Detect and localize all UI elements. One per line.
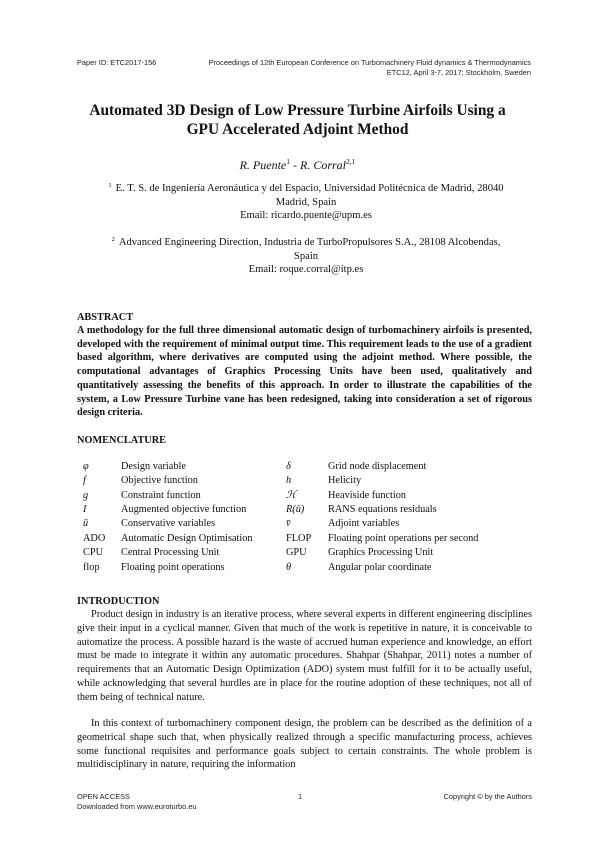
nomenclature-description: Objective function: [121, 475, 198, 486]
introduction-paragraph-1: [77, 608, 532, 704]
download-source[interactable]: Downloaded from www.euroturbo.eu: [77, 801, 197, 811]
nomenclature-row: [0, 546, 595, 560]
nomenclature-description: Helicity: [328, 475, 362, 486]
nomenclature-symbol: CPU: [83, 547, 104, 558]
open-access-label: OPEN ACCESS: [77, 792, 130, 801]
affiliation-2-email[interactable]: Email: roque.corral@itp.es: [248, 264, 364, 275]
paragraph-text: In this context of turbomachinery component design, the problem can be described as the definition of a geometrical shape such that, when physically realized through a specific manufacturing process, achieves some functional requisites and performance goals subject to certain constraints. The whole problem is multidisciplinary in nature, requiring the information: [77, 718, 532, 771]
nomenclature-description: Central Processing Unit: [121, 547, 220, 558]
affiliation-2: [78, 236, 534, 277]
nomenclature-description: Conservative variables: [121, 518, 216, 529]
affiliation-1: [78, 182, 534, 223]
nomenclature-row: [0, 532, 595, 546]
nomenclature-description: Constraint function: [121, 490, 201, 501]
nomenclature-symbol: v̄: [286, 518, 291, 529]
paper-id: Paper ID: ETC2017-156: [77, 58, 157, 67]
paragraph-text: Product design in industry is an iterative process, where several experts in different engineering disciplines give their input in a cyclical manner. Given that much of the work is repetitive in nature, it is conceivable to automatize the process. A possible hazard is the waste of accrued human experience and knowledge, an effort must be made to integrate it within any automatic procedures. Shahpar (Shahpar, 2011) notes a number of requirements that an Automatic Design Optimization (ADO) system must fulfill for it to be actually useful, while acknowledging that several hurdles are in place for the routine adoption of these techniques, not all of them being of technical nature.: [77, 609, 532, 703]
proceedings-line-1: Proceedings of 12th European Conference on Turbomachinery Fluid dynamics & Thermodynamics: [208, 58, 531, 67]
title-line-2: GPU Accelerated Adjoint Method: [186, 121, 409, 138]
nomenclature-symbol: ū: [83, 518, 89, 529]
copyright-notice: Copyright © by the Authors: [443, 792, 532, 801]
paper-title: [70, 101, 525, 139]
nomenclature-description: Design variable: [121, 461, 186, 472]
author-list: [0, 158, 595, 173]
nomenclature-description: RANS equations residuals: [328, 504, 437, 515]
author-1: R. Puente: [239, 158, 287, 172]
nomenclature-symbol: flop: [83, 562, 100, 573]
affiliation-2-line-2: Spain: [293, 250, 319, 262]
nomenclature-symbol: FLOP: [286, 533, 312, 544]
nomenclature-symbol: f: [83, 475, 86, 486]
nomenclature-description: Floating point operations: [121, 562, 225, 573]
author-separator: -: [290, 158, 300, 172]
abstract-heading: ABSTRACT: [77, 312, 134, 323]
footer-left: [77, 792, 197, 811]
nomenclature-symbol: ℋ: [286, 490, 297, 501]
nomenclature-description: Augmented objective function: [121, 504, 247, 515]
nomenclature-row: [0, 460, 595, 474]
nomenclature-symbol: h: [286, 475, 292, 486]
affiliation-1-line-1: E. T. S. de Ingeniería Aeronáutica y del Espacio, Universidad Politécnica de Madrid, 28040: [115, 183, 504, 194]
title-line-1: Automated 3D Design of Low Pressure Turbine Airfoils Using a: [89, 102, 506, 119]
proceedings-line-2: ETC12, April 3-7, 2017; Stockholm, Sweden: [386, 68, 531, 77]
affiliation-1-num: 1: [108, 182, 112, 189]
nomenclature-symbol: GPU: [286, 547, 307, 558]
nomenclature-row: [0, 474, 595, 488]
author-2-affil: 2,1: [346, 157, 356, 166]
author-1-affil: 1: [286, 157, 290, 166]
nomenclature-description: Adjoint variables: [328, 518, 400, 529]
nomenclature-symbol: R(ū): [286, 504, 305, 515]
nomenclature-description: Angular polar coordinate: [328, 562, 432, 573]
nomenclature-symbol: ADO: [83, 533, 106, 544]
affiliation-2-num: 2: [111, 236, 115, 243]
nomenclature-row: [0, 517, 595, 531]
nomenclature-description: Heaviside function: [328, 490, 407, 501]
abstract-text: A methodology for the full three dimensional automatic design of turbomachinery airfoils is presented, developed with the requirement of minimal output time. This requirement leads to the use of a gradient based algorithm, where derivatives are computed using the adjoint method. Where possible, the computational advantages of Graphics Processing Units have been used, qualitatively and quantitatively assessing the benefits of this approach. In order to illustrate the capabilities of the system, a Low Pressure Turbine vane has been redesigned, taking into consideration a set of rigorous design criteria.: [77, 325, 532, 419]
affiliation-2-line-1: Advanced Engineering Direction, Industria de TurboPropulsores S.A., 28108 Alcobendas,: [118, 237, 501, 248]
nomenclature-symbol: g: [83, 490, 89, 501]
nomenclature-description: Automatic Design Optimisation: [121, 533, 253, 544]
introduction-heading: INTRODUCTION: [77, 596, 160, 607]
page-number: 1: [297, 792, 303, 801]
nomenclature-description: Floating point operations per second: [328, 533, 479, 544]
nomenclature-row: [0, 561, 595, 575]
author-2: R. Corral: [300, 158, 347, 172]
nomenclature-symbol: φ: [83, 461, 89, 472]
proceedings-header: [209, 58, 531, 78]
nomenclature-row: [0, 503, 595, 517]
nomenclature-description: Graphics Processing Unit: [328, 547, 434, 558]
introduction-paragraph-2: [77, 717, 532, 772]
affiliation-1-email[interactable]: Email: ricardo.puente@upm.es: [240, 210, 372, 221]
affiliation-1-line-2: Madrid, Spain: [275, 196, 337, 208]
nomenclature-symbol: I: [83, 504, 87, 515]
nomenclature-symbol: δ: [286, 461, 291, 472]
nomenclature-description: Grid node displacement: [328, 461, 427, 472]
nomenclature-row: [0, 489, 595, 503]
nomenclature-symbol: θ: [286, 562, 292, 573]
nomenclature-heading: NOMENCLATURE: [77, 435, 167, 446]
